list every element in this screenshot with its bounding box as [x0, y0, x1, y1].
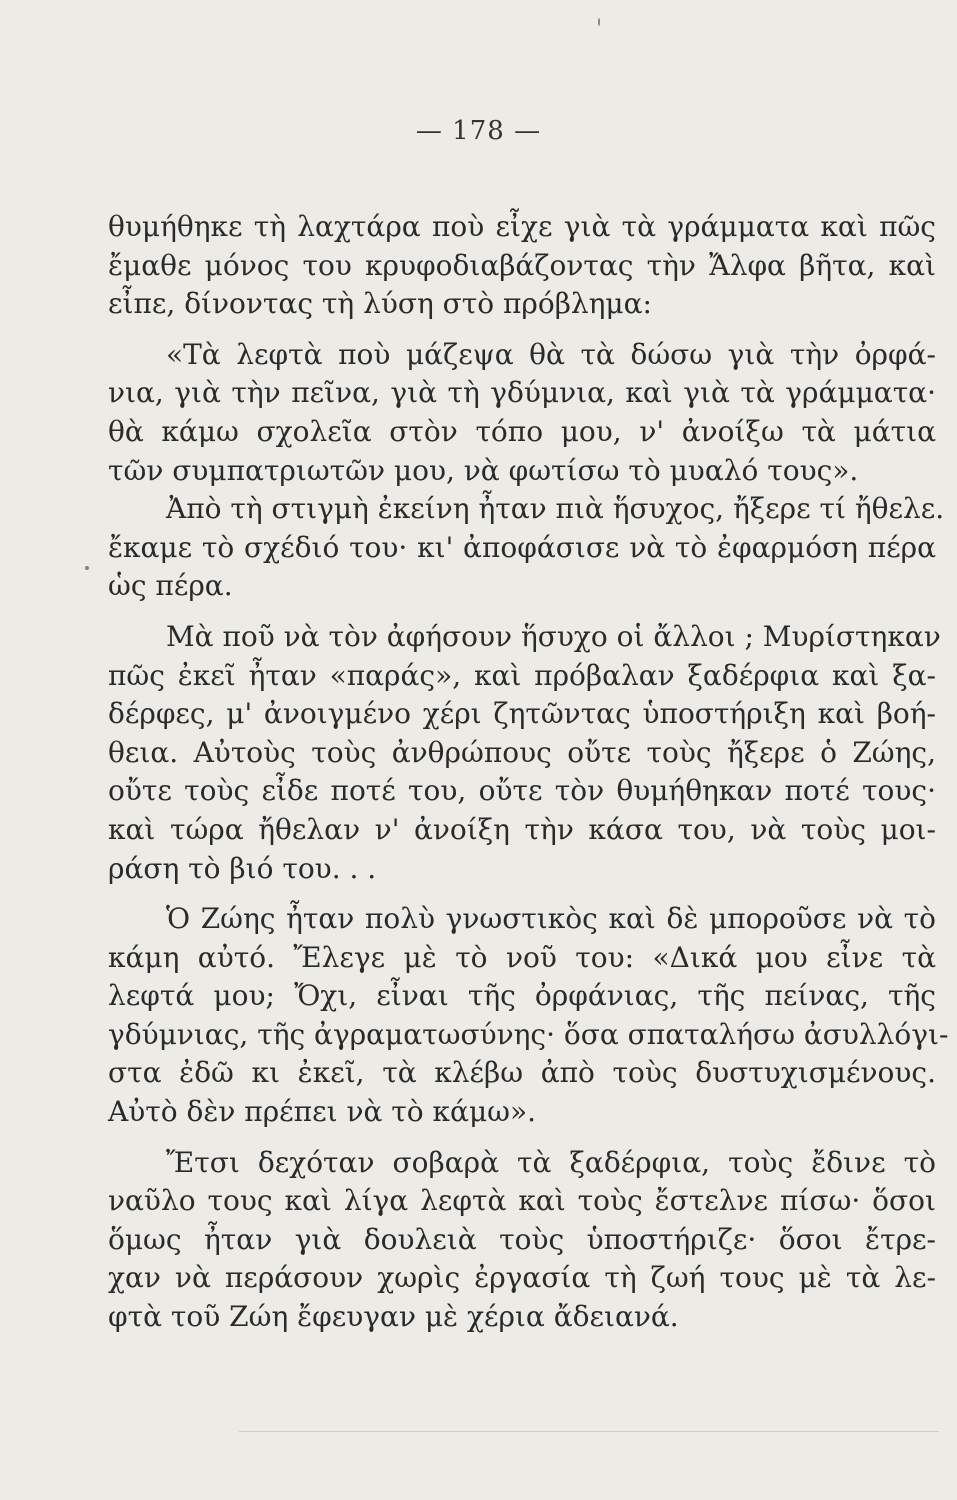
text-line: Ἔτσι δεχόταν σοβαρὰ τὰ ξαδέρφια, τοὺς ἔδινε τὸ	[166, 1145, 936, 1179]
text-line: χαν νὰ περάσουν χωρὶς ἐργασία τὴ ζωή τους μὲ τὰ λε-	[108, 1261, 936, 1295]
text-line: οὔτε τοὺς εἶδε ποτέ του, οὔτε τὸν θυμήθηκαν ποτέ τους·	[108, 774, 936, 808]
text-line: λεφτά μου; Ὄχι, εἶναι τῆς ὀρφάνιας, τῆς πείνας, τῆς	[108, 979, 936, 1013]
body-text	[108, 208, 949, 1337]
text-line: εἶπε, δίνοντας τὴ λύση στὸ πρόβλημα:	[108, 287, 652, 321]
text-line: στα ἐδῶ κι ἐκεῖ, τὰ κλέβω ἀπὸ τοὺς δυστυχισμένους.	[108, 1056, 936, 1090]
text-line: Αὐτὸ δὲν πρέπει νὰ τὸ κάμω».	[108, 1095, 536, 1129]
text-line: ἔκαμε τὸ σχέδιό του· κι' ἀποφάσισε νὰ τὸ ἐφαρμόση πέρα	[108, 530, 936, 564]
text-line: Ἀπὸ τὴ στιγμὴ ἐκείνη ἦταν πιὰ ἥσυχος, ἤξερε τί ἤθελε.	[166, 492, 945, 526]
bleed-through-line	[239, 1431, 939, 1432]
text-line: πῶς ἐκεῖ ἦταν «παράς», καὶ πρόβαλαν ξαδέρφια καὶ ξα-	[108, 658, 936, 692]
text-line: θυμήθηκε τὴ λαχτάρα ποὺ εἶχε γιὰ τὰ γράμματα καὶ πῶς	[108, 210, 936, 243]
text-line: κάμη αὐτό. Ἔλεγε μὲ τὸ νοῦ του: «Δικά μου εἶνε τὰ	[108, 940, 936, 974]
text-line: Μὰ ποῦ νὰ τὸν ἀφήσουν ἥσυχο οἱ ἄλλοι ; Μυρίστηκαν	[166, 619, 941, 653]
text-line: καὶ τώρα ἤθελαν ν' ἀνοίξη τὴν κάσα του, νὰ τοὺς μοι-	[108, 812, 936, 846]
text-line: ὅμως ἦταν γιὰ δουλειὰ τοὺς ὑποστήριζε· ὅσοι ἔτρε-	[108, 1222, 936, 1256]
text-line: θὰ κάμω σχολεῖα στὸν τόπο μου, ν' ἀνοίξω τὰ μάτια	[108, 414, 936, 448]
text-line: «Τὰ λεφτὰ ποὺ μάζεψα θὰ τὰ δώσω γιὰ τὴν ὀρφά-	[166, 337, 936, 371]
paper-speck	[85, 566, 89, 570]
text-line: ναῦλο τους καὶ λίγα λεφτὰ καὶ τοὺς ἔστελνε πίσω· ὅσοι	[108, 1184, 936, 1218]
text-line: γδύμνιας, τῆς ἀγραματωσύνης· ὅσα σπαταλήσω ἀσυλλόγι-	[108, 1017, 949, 1051]
text-line: ράση τὸ βιό του. . .	[108, 851, 377, 885]
text-line: φτὰ τοῦ Ζώη ἔφευγαν μὲ χέρια ἄδειανά.	[108, 1300, 679, 1334]
text-line: ἔμαθε μόνος του κρυφοδιαβάζοντας τὴν Ἄλφα βῆτα, καὶ	[108, 248, 936, 282]
text-line: ὡς πέρα.	[108, 569, 233, 603]
text-line: τῶν συμπατριωτῶν μου, νὰ φωτίσω τὸ μυαλό τους».	[108, 453, 859, 487]
paper-speck	[598, 18, 600, 26]
text-line: θεια. Αὐτοὺς τοὺς ἀνθρώπους οὔτε τοὺς ἤξερε ὁ Ζώης,	[108, 735, 936, 769]
page-number: — 178 —	[415, 116, 542, 146]
text-line: δέρφες, μ' ἀνοιγμένο χέρι ζητῶντας ὑποστήριξη καὶ βοή-	[108, 697, 936, 731]
text-line: νια, γιὰ τὴν πεῖνα, γιὰ τὴ γδύμνια, καὶ γιὰ τὰ γράμματα·	[108, 376, 936, 410]
text-line: Ὁ Ζώης ἦταν πολὺ γνωστικὸς καὶ δὲ μποροῦσε νὰ τὸ	[166, 902, 936, 936]
